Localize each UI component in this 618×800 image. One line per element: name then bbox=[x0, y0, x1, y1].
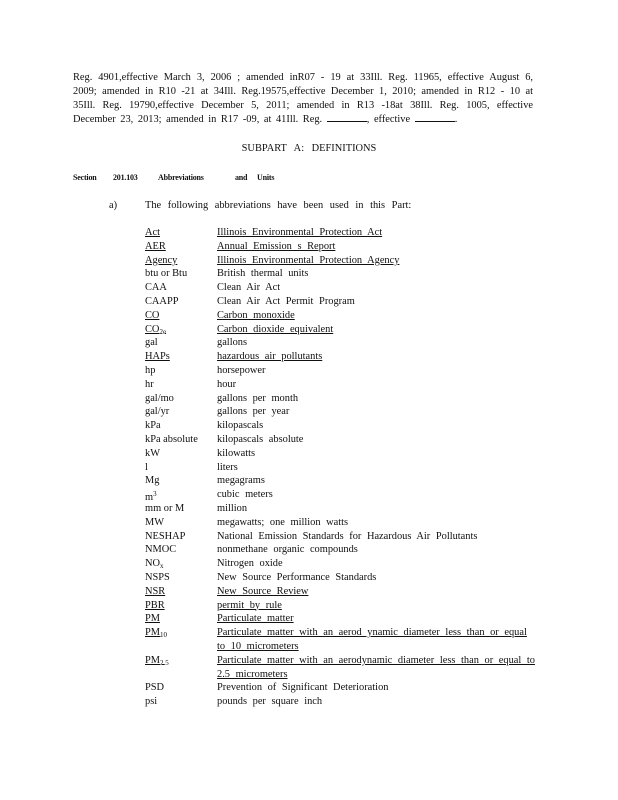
abbreviation-row bbox=[145, 295, 545, 309]
abbreviation-definition: National Emission Standards for Hazardous Air Pollutants bbox=[217, 530, 478, 542]
abbreviation-definition: permit by rule bbox=[217, 599, 282, 611]
abbreviation-row bbox=[145, 502, 545, 516]
abbreviation-row bbox=[145, 336, 545, 350]
abbreviation-row bbox=[145, 599, 545, 613]
abbreviation-term: CAA bbox=[145, 282, 167, 294]
abbreviation-definition: Illinois Environmental Protection Act bbox=[217, 227, 383, 238]
abbreviation-term: NESHAP bbox=[145, 530, 186, 542]
abbreviation-definition: hazardous air pollutants bbox=[217, 351, 323, 363]
abbreviation-row bbox=[145, 419, 545, 433]
abbreviation-row bbox=[145, 543, 545, 557]
abbreviation-definition: Prevention of Significant Deterioration bbox=[217, 682, 389, 694]
abbreviation-term: NSPS bbox=[145, 571, 170, 583]
abbreviation-row bbox=[145, 612, 545, 626]
abbreviation-row bbox=[145, 281, 545, 295]
abbreviation-term bbox=[145, 654, 169, 671]
abbreviation-term-base: NO bbox=[145, 558, 161, 570]
abbreviation-term-base: CO bbox=[145, 323, 160, 335]
subpart-heading: SUBPART A: DEFINITIONS bbox=[241, 143, 377, 154]
abbreviation-definition: British thermal units bbox=[217, 268, 309, 280]
abbreviation-term: Act bbox=[145, 227, 161, 238]
abbreviation-term: hr bbox=[145, 378, 154, 390]
abbreviation-definition: New Source Performance Standards bbox=[217, 571, 377, 583]
abbreviation-term: CO bbox=[145, 309, 160, 321]
abbreviation-definition: gallons per year bbox=[217, 406, 290, 418]
abbreviation-row bbox=[145, 626, 545, 654]
paragraph-marker: a) bbox=[109, 200, 118, 211]
abbreviation-row bbox=[145, 378, 545, 392]
abbreviation-definition: kilowatts bbox=[217, 447, 256, 459]
abbreviation-row bbox=[145, 240, 545, 254]
blank-reg-page bbox=[327, 112, 367, 122]
abbreviation-row bbox=[145, 695, 545, 709]
abbreviation-row bbox=[145, 530, 545, 544]
history-period: . bbox=[454, 114, 458, 126]
abbreviation-term: gal/mo bbox=[145, 392, 174, 404]
abbreviation-term-base: PM bbox=[145, 654, 161, 666]
abbreviation-definition: megawatts; one million watts bbox=[217, 516, 349, 528]
abbreviation-definition: horsepower bbox=[217, 364, 266, 376]
abbreviation-row bbox=[145, 681, 545, 695]
abbreviation-term: NMOC bbox=[145, 544, 177, 556]
abbreviation-row bbox=[145, 350, 545, 364]
abbreviation-term: gal bbox=[145, 337, 158, 349]
section-label: Section bbox=[73, 173, 97, 182]
abbreviation-term: CAAPP bbox=[145, 295, 179, 307]
abbreviation-term: Mg bbox=[145, 475, 160, 487]
abbreviation-definition: cubic meters bbox=[217, 489, 273, 501]
abbreviation-term: kW bbox=[145, 447, 161, 459]
abbreviation-definition: Carbon dioxide equivalent bbox=[217, 323, 334, 335]
section-number: 201.103 bbox=[113, 173, 138, 182]
abbreviation-term: Agency bbox=[145, 254, 178, 266]
abbreviation-definition: kilopascals bbox=[217, 420, 264, 432]
abbreviation-definition: Particulate matter with an aerodynamic diameter less than or equal to 2.5 micrometers bbox=[217, 654, 535, 680]
abbreviation-definition: kilopascals absolute bbox=[217, 433, 304, 445]
abbreviation-row bbox=[145, 267, 545, 281]
abbreviation-row bbox=[145, 516, 545, 530]
abbreviation-term: psi bbox=[145, 696, 158, 708]
abbreviation-list bbox=[145, 226, 545, 709]
abbreviation-row bbox=[145, 585, 545, 599]
abbreviation-definition: liters bbox=[217, 461, 238, 473]
abbreviation-row bbox=[145, 557, 545, 571]
abbreviation-definition: megagrams bbox=[217, 475, 265, 487]
abbreviation-subscript: x bbox=[160, 562, 164, 571]
abbreviation-row bbox=[145, 226, 545, 240]
abbreviation-subscript: 10 bbox=[160, 631, 168, 640]
abbreviation-subscript: 2e bbox=[159, 327, 167, 336]
history-text-effective: , effective bbox=[366, 114, 411, 126]
section-title-and: and bbox=[235, 173, 248, 182]
abbreviation-term: gal/yr bbox=[145, 406, 170, 418]
blank-effective-date bbox=[415, 112, 455, 122]
abbreviation-row bbox=[145, 364, 545, 378]
abbreviation-term: PM bbox=[145, 613, 161, 625]
abbreviation-row bbox=[145, 654, 545, 682]
abbreviation-definition: Nitrogen oxide bbox=[217, 558, 283, 570]
abbreviation-term: mm or M bbox=[145, 502, 185, 514]
abbreviation-definition: New Source Review bbox=[217, 585, 309, 597]
abbreviation-row bbox=[145, 474, 545, 488]
history-text: Reg. 4901,effective March 3, 2006 ; amended inR07 - 19 at 33Ill. Reg. 11965, effective August 6, 2009; amended in R10 -21 at 34Ill. Reg.19575,effective December 1, 2010; amended in R12 - 10 at 35Ill. Reg. 19790,effective December 5, 2011; amended in R13 -18at 38Ill. Reg. 1005, effective December 23, 2013; amended in R17 -09, at 41Ill. Reg. bbox=[73, 72, 533, 126]
abbreviation-term: AER bbox=[145, 240, 166, 252]
abbreviation-definition: Annual Emission s Report bbox=[217, 240, 336, 252]
abbreviation-term: NSR bbox=[145, 585, 166, 597]
abbreviation-row bbox=[145, 488, 545, 502]
abbreviation-term: HAPs bbox=[145, 351, 170, 363]
abbreviation-definition: Clean Air Act bbox=[217, 282, 281, 294]
abbreviation-row bbox=[145, 323, 545, 337]
abbreviation-term: hp bbox=[145, 364, 156, 376]
abbreviation-term: PBR bbox=[145, 599, 165, 611]
abbreviation-definition: Particulate matter with an aerod ynamic diameter less than or equal to 10 micrometers bbox=[217, 627, 527, 652]
abbreviation-row bbox=[145, 254, 545, 268]
source-history-note bbox=[73, 71, 533, 127]
abbreviation-definition: gallons per month bbox=[217, 392, 299, 404]
abbreviation-term: kPa bbox=[145, 420, 161, 432]
abbreviation-term: PSD bbox=[145, 682, 165, 694]
abbreviation-term bbox=[145, 626, 167, 643]
section-title-units: Units bbox=[257, 173, 275, 182]
abbreviation-row bbox=[145, 461, 545, 475]
abbreviation-row bbox=[145, 392, 545, 406]
abbreviation-definition: pounds per square inch bbox=[217, 696, 323, 708]
abbreviation-superscript: 3 bbox=[153, 490, 157, 499]
abbreviation-subscript: 2.5 bbox=[160, 658, 169, 667]
abbreviation-definition: gallons bbox=[217, 337, 248, 349]
abbreviation-definition: nonmethane organic compounds bbox=[217, 544, 358, 556]
abbreviation-row bbox=[145, 405, 545, 419]
abbreviation-definition: Carbon monoxide bbox=[217, 309, 295, 321]
abbreviation-term: MW bbox=[145, 516, 165, 528]
abbreviation-term-base: PM bbox=[145, 627, 161, 639]
abbreviation-row bbox=[145, 447, 545, 461]
abbreviation-definition: hour bbox=[217, 378, 237, 390]
abbreviation-definition: Clean Air Act Permit Program bbox=[217, 295, 355, 307]
section-title-abbreviations: Abbreviations bbox=[158, 173, 204, 182]
abbreviation-definition: million bbox=[217, 502, 248, 514]
abbreviation-row bbox=[145, 571, 545, 585]
abbreviation-row bbox=[145, 433, 545, 447]
abbreviation-row bbox=[145, 309, 545, 323]
abbreviation-term-base: m bbox=[145, 492, 154, 504]
abbreviation-term: btu or Btu bbox=[145, 268, 188, 280]
abbreviation-term: l bbox=[145, 461, 148, 473]
abbreviation-term: kPa absolute bbox=[145, 433, 198, 445]
abbreviation-definition: Particulate matter bbox=[217, 613, 294, 625]
paragraph-intro: The following abbreviations have been used in this Part: bbox=[145, 200, 412, 211]
abbreviation-definition: Illinois Environmental Protection Agency bbox=[217, 254, 400, 266]
